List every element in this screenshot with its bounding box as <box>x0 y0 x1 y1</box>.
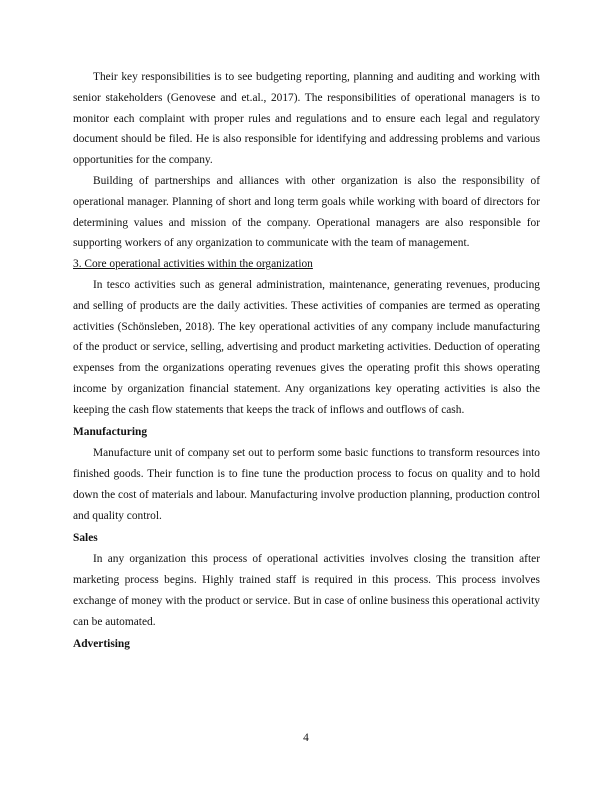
heading-advertising: Advertising <box>73 637 130 650</box>
paragraph-sales: In any organization this process of operational activities involves closing the transition after marketing process begins. Highly trained staff is required in this process. This process involves exchange of money with the product or service. But in case of online business this operational activity can be automated. <box>73 553 540 628</box>
paragraph-core-activities: In tesco activities such as general administration, maintenance, generating revenues, producing and selling of products are the daily activities. These activities of companies are termed as operating activities (Schönsleben, 2018). The key operational activities of any company include manufacturing of the product or service, selling, advertising and product marketing activities. Deduction of operating expenses from the organizations operating revenues gives the operating profit this shows operating income by organization financial statement. Any organizations key operating activities is also the keeping the cash flow statements that keeps the track of inflows and outflows of cash. <box>73 278 540 416</box>
paragraph-partnerships: Building of partnerships and alliances with other organization is also the responsibility of operational manager. Planning of short and long term goals while working with board of directors for determining values and mission of the company. Operational managers are also responsible for supporting workers of any organization to communicate with the team of management. <box>73 174 540 250</box>
section-heading: 3. Core operational activities within the organization <box>73 258 313 271</box>
page-number: 4 <box>303 732 309 744</box>
heading-manufacturing: Manufacturing <box>73 425 148 438</box>
paragraph-manufacturing: Manufacture unit of company set out to perform some basic functions to transform resources into finished goods. Their function is to fine tune the production process to focus on quality and to hold down the cost of materials and labour. Manufacturing involve production planning, production control and quality control. <box>73 447 540 522</box>
heading-sales: Sales <box>73 531 98 544</box>
page-content <box>73 67 540 655</box>
paragraph-responsibilities: Their key responsibilities is to see budgeting reporting, planning and auditing and working with senior stakeholders (Genovese and et.al., 2017). The responsibilities of operational managers is to monitor each complaint with proper rules and regulations and to ensure each legal and regulatory document should be filed. He is also responsible for identifying and addressing problems and various opportunities for the company. <box>73 71 540 167</box>
